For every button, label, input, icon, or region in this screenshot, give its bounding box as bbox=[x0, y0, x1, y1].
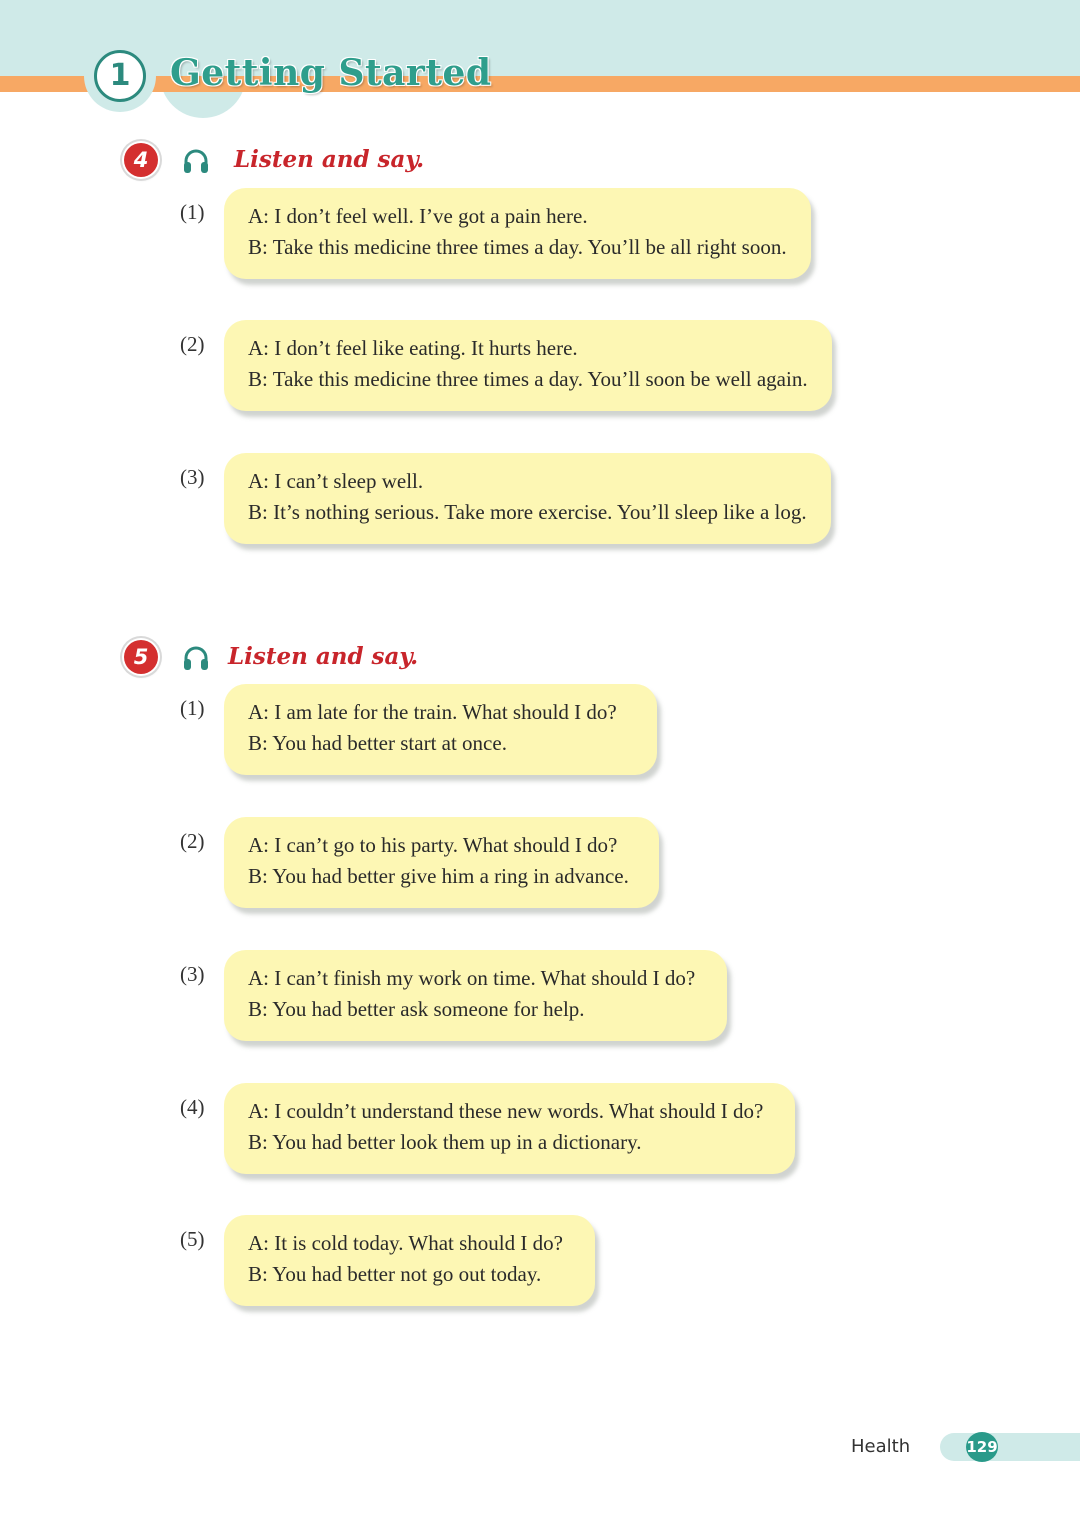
dialog-bubble bbox=[224, 453, 831, 544]
dialog-number: (2) bbox=[180, 829, 205, 853]
dialog-bubble bbox=[224, 684, 657, 775]
footer-bar bbox=[940, 1433, 1080, 1461]
speaker-a-line: A: I couldn’t understand these new words. What should I do? bbox=[248, 1099, 764, 1123]
dialog-number: (1) bbox=[180, 200, 205, 224]
unit-name-label: Health bbox=[851, 1436, 911, 1457]
dialog-bubble bbox=[224, 817, 659, 908]
dialog-number: (3) bbox=[180, 465, 205, 489]
headphones-icon bbox=[182, 147, 210, 175]
speaker-b-line: B: It’s nothing serious. Take more exercise. You’ll sleep like a log. bbox=[248, 500, 807, 524]
speaker-b-line: B: You had better give him a ring in advance. bbox=[248, 864, 629, 888]
dialog-bubble bbox=[224, 1083, 795, 1174]
dialog-number: (5) bbox=[180, 1227, 205, 1251]
speaker-b-line: B: You had better start at once. bbox=[248, 731, 507, 755]
dialog-bubble bbox=[224, 188, 811, 279]
section-title: Listen and say. bbox=[228, 643, 419, 670]
header-stripe bbox=[0, 76, 1080, 92]
section-number-badge: 4 bbox=[124, 143, 158, 177]
unit-number-badge: 1 bbox=[94, 50, 146, 102]
dialog-number: (3) bbox=[180, 962, 205, 986]
section-title: Listen and say. bbox=[234, 146, 425, 173]
section-number-badge: 5 bbox=[124, 640, 158, 674]
headphones-icon bbox=[182, 644, 210, 672]
speaker-a-line: A: I am late for the train. What should I do? bbox=[248, 700, 617, 724]
dialog-number: (1) bbox=[180, 696, 205, 720]
speaker-a-line: A: I don’t feel well. I’ve got a pain here. bbox=[248, 204, 588, 228]
section-4-heading bbox=[124, 143, 524, 183]
speaker-b-line: B: Take this medicine three times a day. You’ll be all right soon. bbox=[248, 235, 787, 259]
dialog-number: (4) bbox=[180, 1095, 205, 1119]
speaker-b-line: B: Take this medicine three times a day. You’ll soon be well again. bbox=[248, 367, 808, 391]
dialog-bubble bbox=[224, 320, 832, 411]
page-number-badge: 129 bbox=[966, 1432, 998, 1462]
speaker-a-line: A: It is cold today. What should I do? bbox=[248, 1231, 563, 1255]
speaker-b-line: B: You had better not go out today. bbox=[248, 1262, 542, 1286]
dialog-bubble bbox=[224, 1215, 595, 1306]
page-title: Getting Started bbox=[170, 52, 492, 94]
section-5-heading bbox=[124, 640, 524, 680]
dialog-bubble bbox=[224, 950, 727, 1041]
dialog-number: (2) bbox=[180, 332, 205, 356]
speaker-a-line: A: I can’t sleep well. bbox=[248, 469, 424, 493]
speaker-a-line: A: I don’t feel like eating. It hurts here. bbox=[248, 336, 578, 360]
speaker-a-line: A: I can’t finish my work on time. What should I do? bbox=[248, 966, 696, 990]
speaker-b-line: B: You had better ask someone for help. bbox=[248, 997, 585, 1021]
speaker-a-line: A: I can’t go to his party. What should I do? bbox=[248, 833, 618, 857]
speaker-b-line: B: You had better look them up in a dictionary. bbox=[248, 1130, 642, 1154]
